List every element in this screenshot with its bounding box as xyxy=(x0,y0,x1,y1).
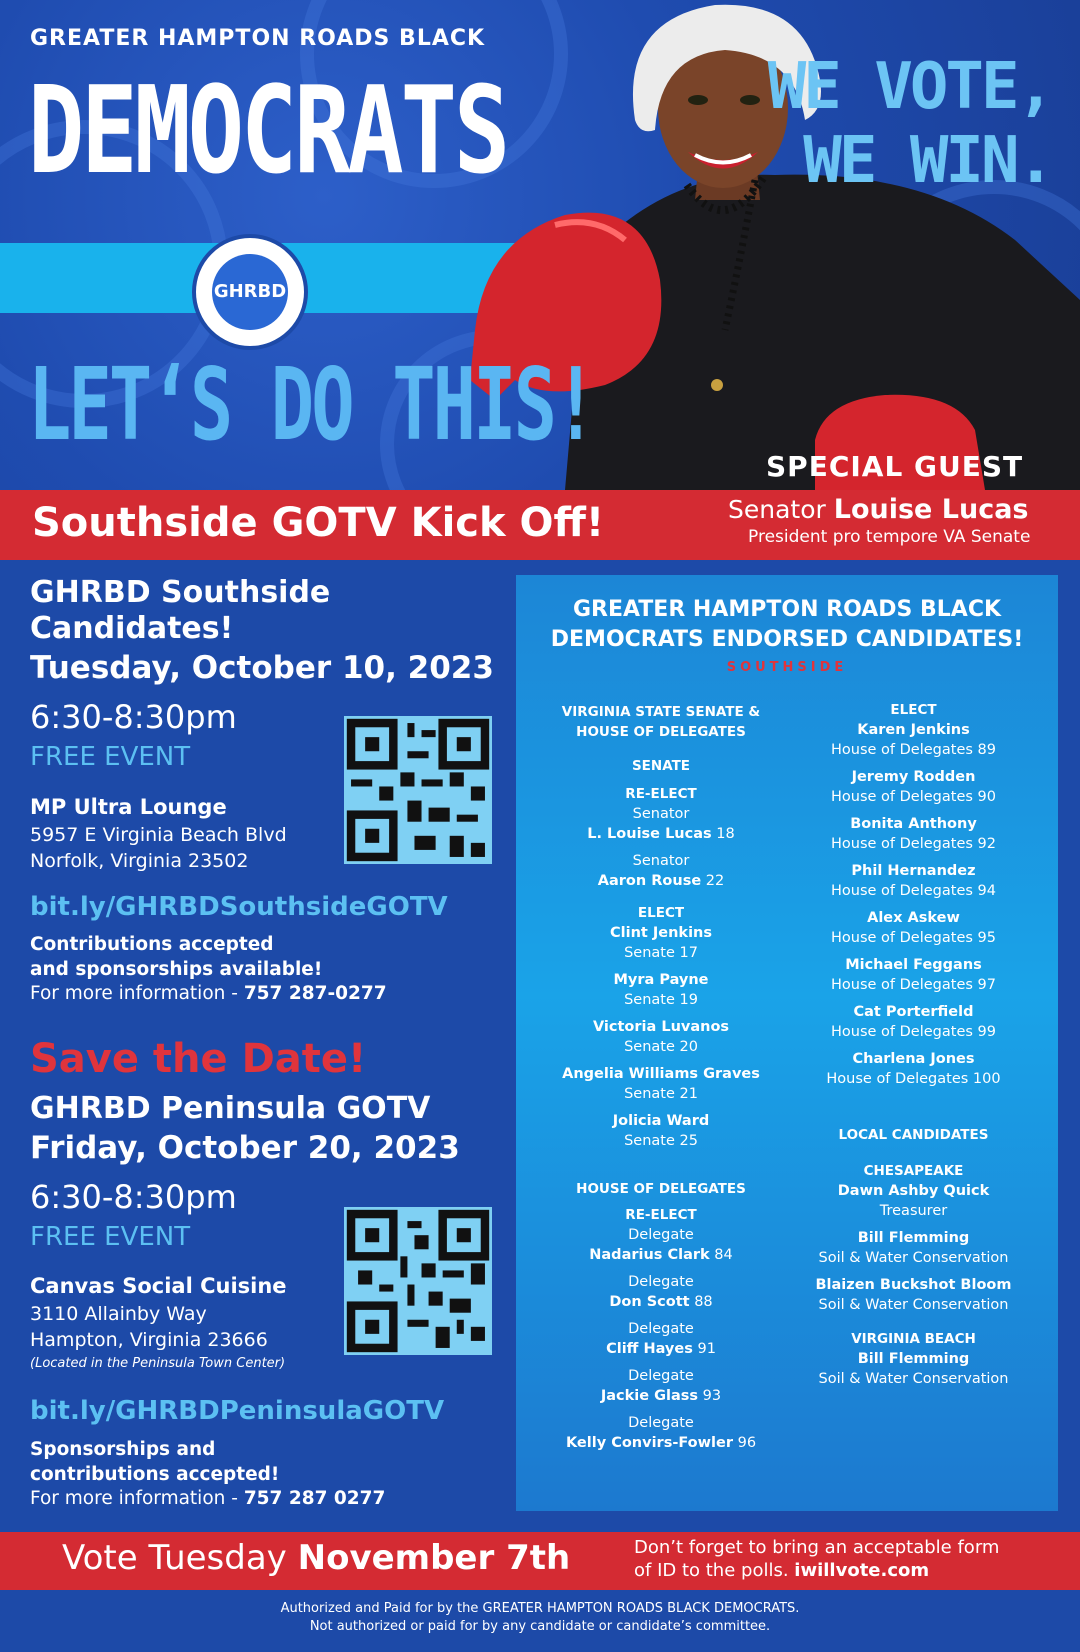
vote-date: November 7th xyxy=(297,1538,571,1578)
candidate-item xyxy=(801,1275,1026,1315)
peninsula-venue: Canvas Social Cuisine xyxy=(30,1274,287,1298)
disclaimer-line1: Authorized and Paid for by the GREATER HAMPTON ROADS BLACK DEMOCRATS. xyxy=(280,1601,800,1616)
vote-prefix: Vote Tuesday xyxy=(62,1538,287,1578)
candidate-seat: House of Delegates 89 xyxy=(831,742,996,758)
candidate-seat: Senate 19 xyxy=(624,992,698,1008)
candidate-name: Don Scott xyxy=(609,1294,690,1310)
candidate-item xyxy=(536,804,786,844)
qr-icon xyxy=(344,1207,492,1355)
candidate-role: Delegate xyxy=(628,1368,694,1384)
candidate-item xyxy=(536,1366,786,1406)
candidate-line xyxy=(536,1386,786,1406)
candidate-item xyxy=(536,1064,786,1104)
candidate-name: Cliff Hayes xyxy=(606,1341,693,1357)
house-elect-heading: ELECT xyxy=(890,702,937,718)
candidate-name: Phil Hernandez xyxy=(851,863,976,879)
candidate-item xyxy=(801,861,1026,901)
candidate-line xyxy=(536,1339,786,1359)
candidates-right-column xyxy=(801,700,1026,1389)
candidate-item xyxy=(801,814,1026,854)
peninsula-qr-code[interactable] xyxy=(344,1207,492,1355)
candidate-name: Victoria Luvanos xyxy=(592,1019,730,1035)
chesapeake-heading: CHESAPEAKE xyxy=(863,1163,964,1179)
candidate-item xyxy=(536,1017,786,1057)
candidate-line xyxy=(536,1292,786,1312)
candidate-district: 84 xyxy=(714,1247,733,1263)
id-reminder xyxy=(634,1536,999,1582)
southside-contrib1: Contributions accepted xyxy=(30,934,274,955)
disclaimer-line2: Not authorized or paid for by any candidate or candidate’s committee. xyxy=(309,1619,771,1634)
southside-address2: Norfolk, Virginia 23502 xyxy=(30,850,249,872)
candidate-item xyxy=(801,955,1026,995)
candidate-item xyxy=(536,851,786,891)
house-elect-list xyxy=(801,720,1026,1089)
slogan xyxy=(768,50,1052,198)
candidate-seat: House of Delegates 92 xyxy=(831,836,996,852)
house-heading: HOUSE OF DELEGATES xyxy=(576,1181,746,1197)
candidate-item xyxy=(801,908,1026,948)
candidate-item xyxy=(801,1228,1026,1268)
cta-headline: LET‘S DO THIS! xyxy=(28,346,595,463)
candidate-item xyxy=(801,1049,1026,1089)
candidate-item xyxy=(536,1225,786,1265)
senate-elect-list xyxy=(536,923,786,1151)
logo-text: GHRBD xyxy=(212,254,288,330)
candidate-name: Karen Jenkins xyxy=(857,722,970,738)
candidate-name: Clint Jenkins xyxy=(609,925,712,941)
peninsula-contrib1: Sponsorships and xyxy=(30,1439,216,1460)
house-reelect-list xyxy=(536,1225,786,1453)
candidate-name: Michael Feggans xyxy=(845,957,982,973)
candidate-line xyxy=(536,824,786,844)
guest-prefix: Senator xyxy=(728,495,826,524)
southside-info-prefix: For more information - xyxy=(30,983,238,1004)
southside-phone: 757 287-0277 xyxy=(243,983,387,1004)
candidate-item xyxy=(536,970,786,1010)
candidate-district: 91 xyxy=(697,1341,716,1357)
candidate-item xyxy=(536,1111,786,1151)
id-reminder-line1: Don’t forget to bring an acceptable form xyxy=(634,1537,1000,1558)
candidate-role: Senator xyxy=(632,853,690,869)
candidate-name: Charlena Jones xyxy=(852,1051,975,1067)
state-heading-line1: VIRGINIA STATE SENATE & xyxy=(561,704,761,720)
peninsula-free: FREE EVENT xyxy=(30,1222,191,1252)
senate-elect-heading: ELECT xyxy=(637,905,685,921)
southside-time: 6:30-8:30pm xyxy=(30,698,237,736)
candidate-role: Delegate xyxy=(628,1274,694,1290)
candidate-seat: Senate 25 xyxy=(624,1133,698,1149)
candidate-name: Dawn Ashby Quick xyxy=(837,1183,990,1199)
vote-date-line xyxy=(62,1538,570,1578)
peninsula-heading: GHRBD Peninsula GOTV xyxy=(30,1091,431,1126)
kickoff-title: Southside GOTV Kick Off! xyxy=(32,500,605,546)
candidate-name: Alex Askew xyxy=(867,910,960,926)
virginia-beach-heading: VIRGINIA BEACH xyxy=(851,1331,976,1347)
candidate-seat: Soil & Water Conservation xyxy=(818,1297,1009,1313)
iwillvote-link[interactable]: iwillvote.com xyxy=(794,1560,930,1581)
candidate-name: Bill Flemming xyxy=(857,1230,970,1246)
peninsula-address xyxy=(30,1301,268,1353)
candidate-line xyxy=(536,871,786,891)
candidate-line xyxy=(536,1245,786,1265)
peninsula-link[interactable]: bit.ly/GHRBDPeninsulaGOTV xyxy=(30,1396,445,1426)
candidate-seat: Soil & Water Conservation xyxy=(818,1250,1009,1266)
southside-free: FREE EVENT xyxy=(30,742,191,772)
candidate-district: 88 xyxy=(694,1294,713,1310)
candidate-name: Jolicia Ward xyxy=(612,1113,710,1129)
candidate-seat: House of Delegates 99 xyxy=(831,1024,996,1040)
candidate-seat: Senate 17 xyxy=(624,945,698,961)
candidate-name: Aaron Rouse xyxy=(597,873,702,889)
senate-heading: SENATE xyxy=(631,758,691,774)
chesapeake-list xyxy=(801,1181,1026,1315)
candidate-seat: House of Delegates 97 xyxy=(831,977,996,993)
candidate-name: Jeremy Rodden xyxy=(851,769,976,785)
candidate-item xyxy=(801,1349,1026,1389)
southside-info xyxy=(30,983,387,1004)
candidate-district: 18 xyxy=(716,826,735,842)
candidate-item xyxy=(801,1002,1026,1042)
candidate-role: Delegate xyxy=(628,1415,694,1431)
peninsula-contrib2: contributions accepted! xyxy=(30,1464,280,1485)
candidates-left-column xyxy=(536,702,786,1453)
state-heading-line2: HOUSE OF DELEGATES xyxy=(576,724,746,740)
candidate-district: 96 xyxy=(737,1435,757,1451)
guest-name: Louise Lucas xyxy=(833,494,1029,525)
candidate-seat: House of Delegates 94 xyxy=(831,883,996,899)
peninsula-address1: 3110 Allainby Way xyxy=(30,1303,207,1325)
candidate-seat: Senate 21 xyxy=(624,1086,698,1102)
senate-reelect-list xyxy=(536,804,786,891)
endorsed-subtitle: SOUTHSIDE xyxy=(726,660,848,675)
peninsula-phone: 757 287 0277 xyxy=(243,1488,386,1509)
candidate-seat: Treasurer xyxy=(879,1203,948,1219)
save-the-date: Save the Date! xyxy=(30,1036,367,1082)
peninsula-contrib xyxy=(30,1437,279,1487)
endorsed-title-line2: DEMOCRATS ENDORSED CANDIDATES! xyxy=(550,627,1024,652)
slogan-line2: WE WIN. xyxy=(803,124,1052,198)
candidate-item xyxy=(536,923,786,963)
peninsula-date: Friday, October 20, 2023 xyxy=(30,1130,460,1166)
southside-contrib2: and sponsorships available! xyxy=(30,959,323,980)
candidate-name: Blaizen Buckshot Bloom xyxy=(815,1277,1012,1293)
candidate-district: 22 xyxy=(705,873,725,889)
southside-venue: MP Ultra Lounge xyxy=(30,795,227,819)
candidate-seat: House of Delegates 90 xyxy=(831,789,996,805)
qr-icon xyxy=(344,716,492,864)
southside-contrib xyxy=(30,932,322,982)
virginia-beach-list xyxy=(801,1349,1026,1389)
candidate-district: 93 xyxy=(702,1388,722,1404)
id-reminder-line2 xyxy=(634,1559,999,1582)
candidate-item xyxy=(536,1319,786,1359)
candidate-item xyxy=(801,1181,1026,1221)
id-reminder-prefix: of ID to the polls. xyxy=(634,1560,789,1581)
local-candidates-heading: LOCAL CANDIDATES xyxy=(838,1127,989,1143)
guest-name-line xyxy=(728,494,1029,525)
candidate-seat: Senate 20 xyxy=(624,1039,698,1055)
candidate-name: Angelia Williams Graves xyxy=(562,1066,760,1082)
candidate-seat: House of Delegates 100 xyxy=(826,1071,1001,1087)
candidate-item xyxy=(536,1413,786,1453)
southside-heading-line1: GHRBD Southside xyxy=(30,575,331,610)
candidate-item xyxy=(536,1272,786,1312)
endorsed-title xyxy=(516,595,1058,655)
candidate-role: Delegate xyxy=(628,1227,694,1243)
peninsula-time: 6:30-8:30pm xyxy=(30,1178,237,1216)
candidate-name: L. Louise Lucas xyxy=(587,826,712,842)
candidate-role: Delegate xyxy=(628,1321,694,1337)
southside-heading xyxy=(30,575,330,647)
special-guest-label: SPECIAL GUEST xyxy=(766,450,1024,483)
endorsed-panel xyxy=(516,575,1058,1511)
slogan-line1: WE VOTE, xyxy=(767,50,1052,124)
house-reelect-heading: RE-ELECT xyxy=(625,1207,697,1223)
southside-address xyxy=(30,822,287,874)
candidate-seat: Soil & Water Conservation xyxy=(818,1371,1009,1387)
ghrbd-logo xyxy=(192,234,308,350)
candidate-name: Nadarius Clark xyxy=(589,1247,710,1263)
peninsula-note: (Located in the Peninsula Town Center) xyxy=(30,1356,286,1371)
southside-link[interactable]: bit.ly/GHRBDSouthsideGOTV xyxy=(30,892,448,922)
candidate-line xyxy=(536,1433,786,1453)
candidate-name: Kelly Convirs-Fowler xyxy=(565,1435,733,1451)
southside-heading-line2: Candidates! xyxy=(30,611,234,646)
candidate-name: Bonita Anthony xyxy=(850,816,977,832)
hero-section xyxy=(0,0,1080,490)
southside-date: Tuesday, October 10, 2023 xyxy=(30,650,494,686)
peninsula-info-prefix: For more information - xyxy=(30,1488,238,1509)
peninsula-address2: Hampton, Virginia 23666 xyxy=(30,1329,268,1351)
southside-qr-code[interactable] xyxy=(344,716,492,864)
candidate-seat: House of Delegates 95 xyxy=(831,930,996,946)
endorsed-title-line1: GREATER HAMPTON ROADS BLACK xyxy=(572,597,1002,622)
guest-title: President pro tempore VA Senate xyxy=(748,527,1031,547)
senate-reelect-heading: RE-ELECT xyxy=(625,786,697,802)
candidate-role: Senator xyxy=(632,806,690,822)
candidate-name: Bill Flemming xyxy=(857,1351,970,1367)
org-name-top: GREATER HAMPTON ROADS BLACK xyxy=(30,26,486,51)
candidate-name: Jackie Glass xyxy=(600,1388,699,1404)
org-name-big: DEMOCRATS xyxy=(28,62,508,201)
candidate-name: Myra Payne xyxy=(613,972,709,988)
candidate-item xyxy=(801,767,1026,807)
peninsula-info xyxy=(30,1488,385,1509)
candidate-item xyxy=(801,720,1026,760)
candidate-name: Cat Porterfield xyxy=(853,1004,974,1020)
southside-address1: 5957 E Virginia Beach Blvd xyxy=(30,824,287,846)
disclaimer xyxy=(0,1600,1080,1636)
